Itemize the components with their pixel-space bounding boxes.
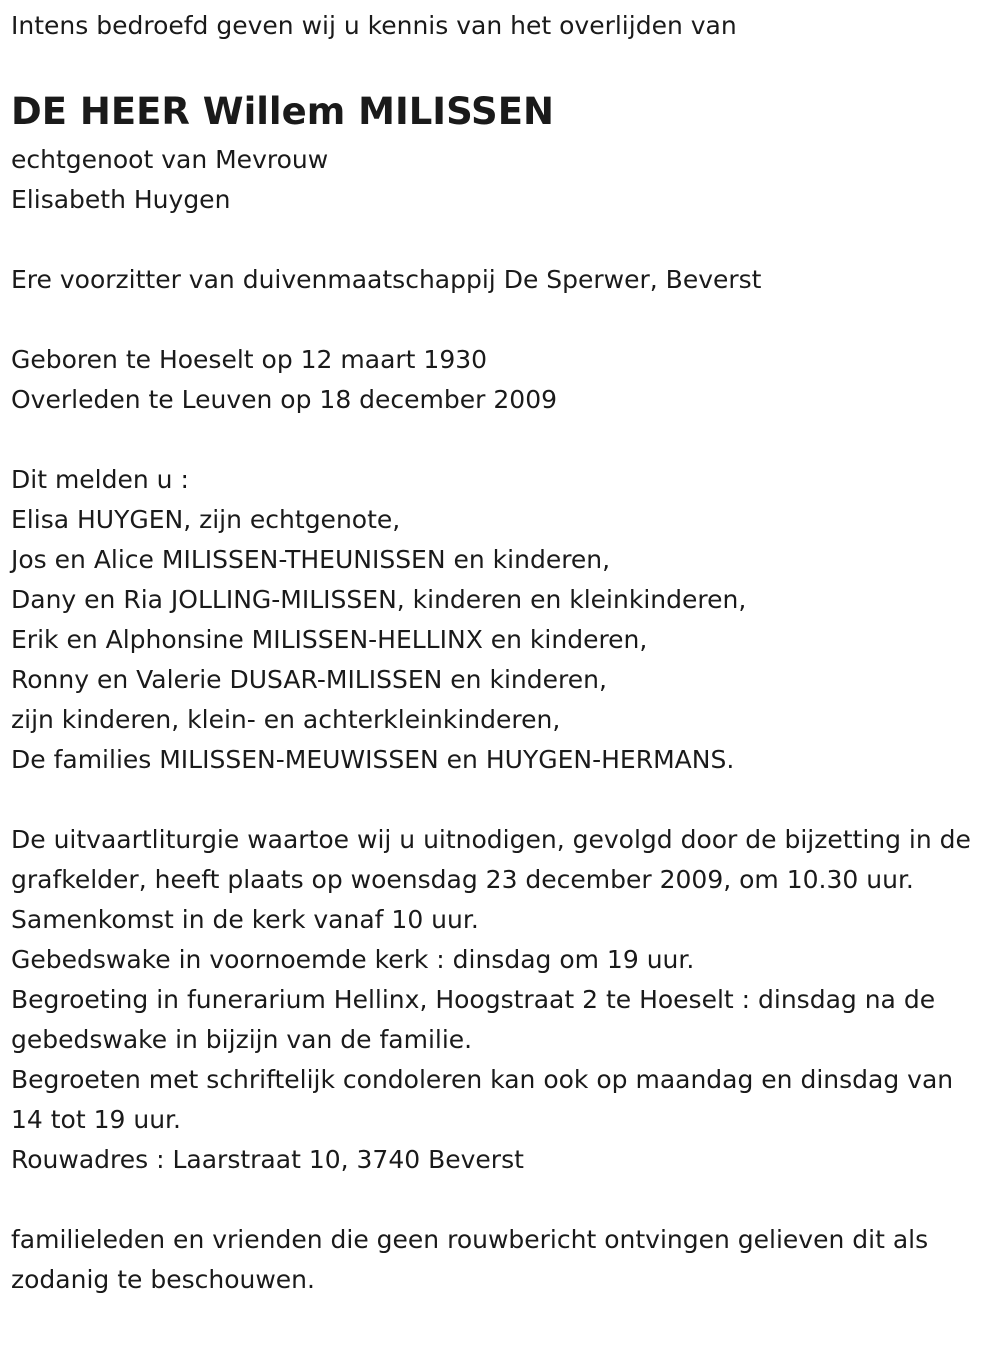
gathering-info: Samenkomst in de kerk vanaf 10 uur. xyxy=(11,905,479,934)
family-member: Elisa HUYGEN, zijn echtgenote, xyxy=(11,505,401,534)
closing-note: familieleden en vrienden die geen rouwbericht ontvingen gelieven dit als zodanig te beschouwen. xyxy=(11,1225,929,1294)
family-member: Dany en Ria JOLLING-MILISSEN, kinderen en kleinkinderen, xyxy=(11,585,747,614)
deceased-name: DE HEER Willem MILISSEN xyxy=(11,90,554,133)
family-member: Jos en Alice MILISSEN-THEUNISSEN en kinderen, xyxy=(11,545,611,574)
vigil-info: Gebedswake in voornoemde kerk : dinsdag om 19 uur. xyxy=(11,945,695,974)
mourning-address: Rouwadres : Laarstraat 10, 3740 Beverst xyxy=(11,1145,524,1174)
spouse-line-1: echtgenoot van Mevrouw xyxy=(11,145,329,174)
intro-text: Intens bedroefd geven wij u kennis van het overlijden van xyxy=(11,11,737,40)
death-info: Overleden te Leuven op 18 december 2009 xyxy=(11,385,558,414)
spouse-line-2: Elisabeth Huygen xyxy=(11,185,231,214)
birth-info: Geboren te Hoeselt op 12 maart 1930 xyxy=(11,345,488,374)
honorary-title: Ere voorzitter van duivenmaatschappij De Sperwer, Beverst xyxy=(11,265,762,294)
family-member: Ronny en Valerie DUSAR-MILISSEN en kinderen, xyxy=(11,665,607,694)
condolence-info: Begroeten met schriftelijk condoleren kan ook op maandag en dinsdag van 14 tot 19 uur. xyxy=(11,1065,954,1134)
family-list xyxy=(11,500,1000,780)
family-member: De families MILISSEN-MEUWISSEN en HUYGEN-HERMANS. xyxy=(11,745,735,774)
funeral-liturgy: De uitvaartliturgie waartoe wij u uitnodigen, gevolgd door de bijzetting in de grafkelder, heeft plaats op woensdag 23 december 2009, om 10.30 uur. xyxy=(11,825,971,894)
announcers-intro: Dit melden u : xyxy=(11,465,189,494)
greeting-info: Begroeting in funerarium Hellinx, Hoogstraat 2 te Hoeselt : dinsdag na de gebedswake in bijzijn van de familie. xyxy=(11,985,936,1054)
family-member: Erik en Alphonsine MILISSEN-HELLINX en kinderen, xyxy=(11,625,648,654)
family-member: zijn kinderen, klein- en achterkleinkinderen, xyxy=(11,705,561,734)
